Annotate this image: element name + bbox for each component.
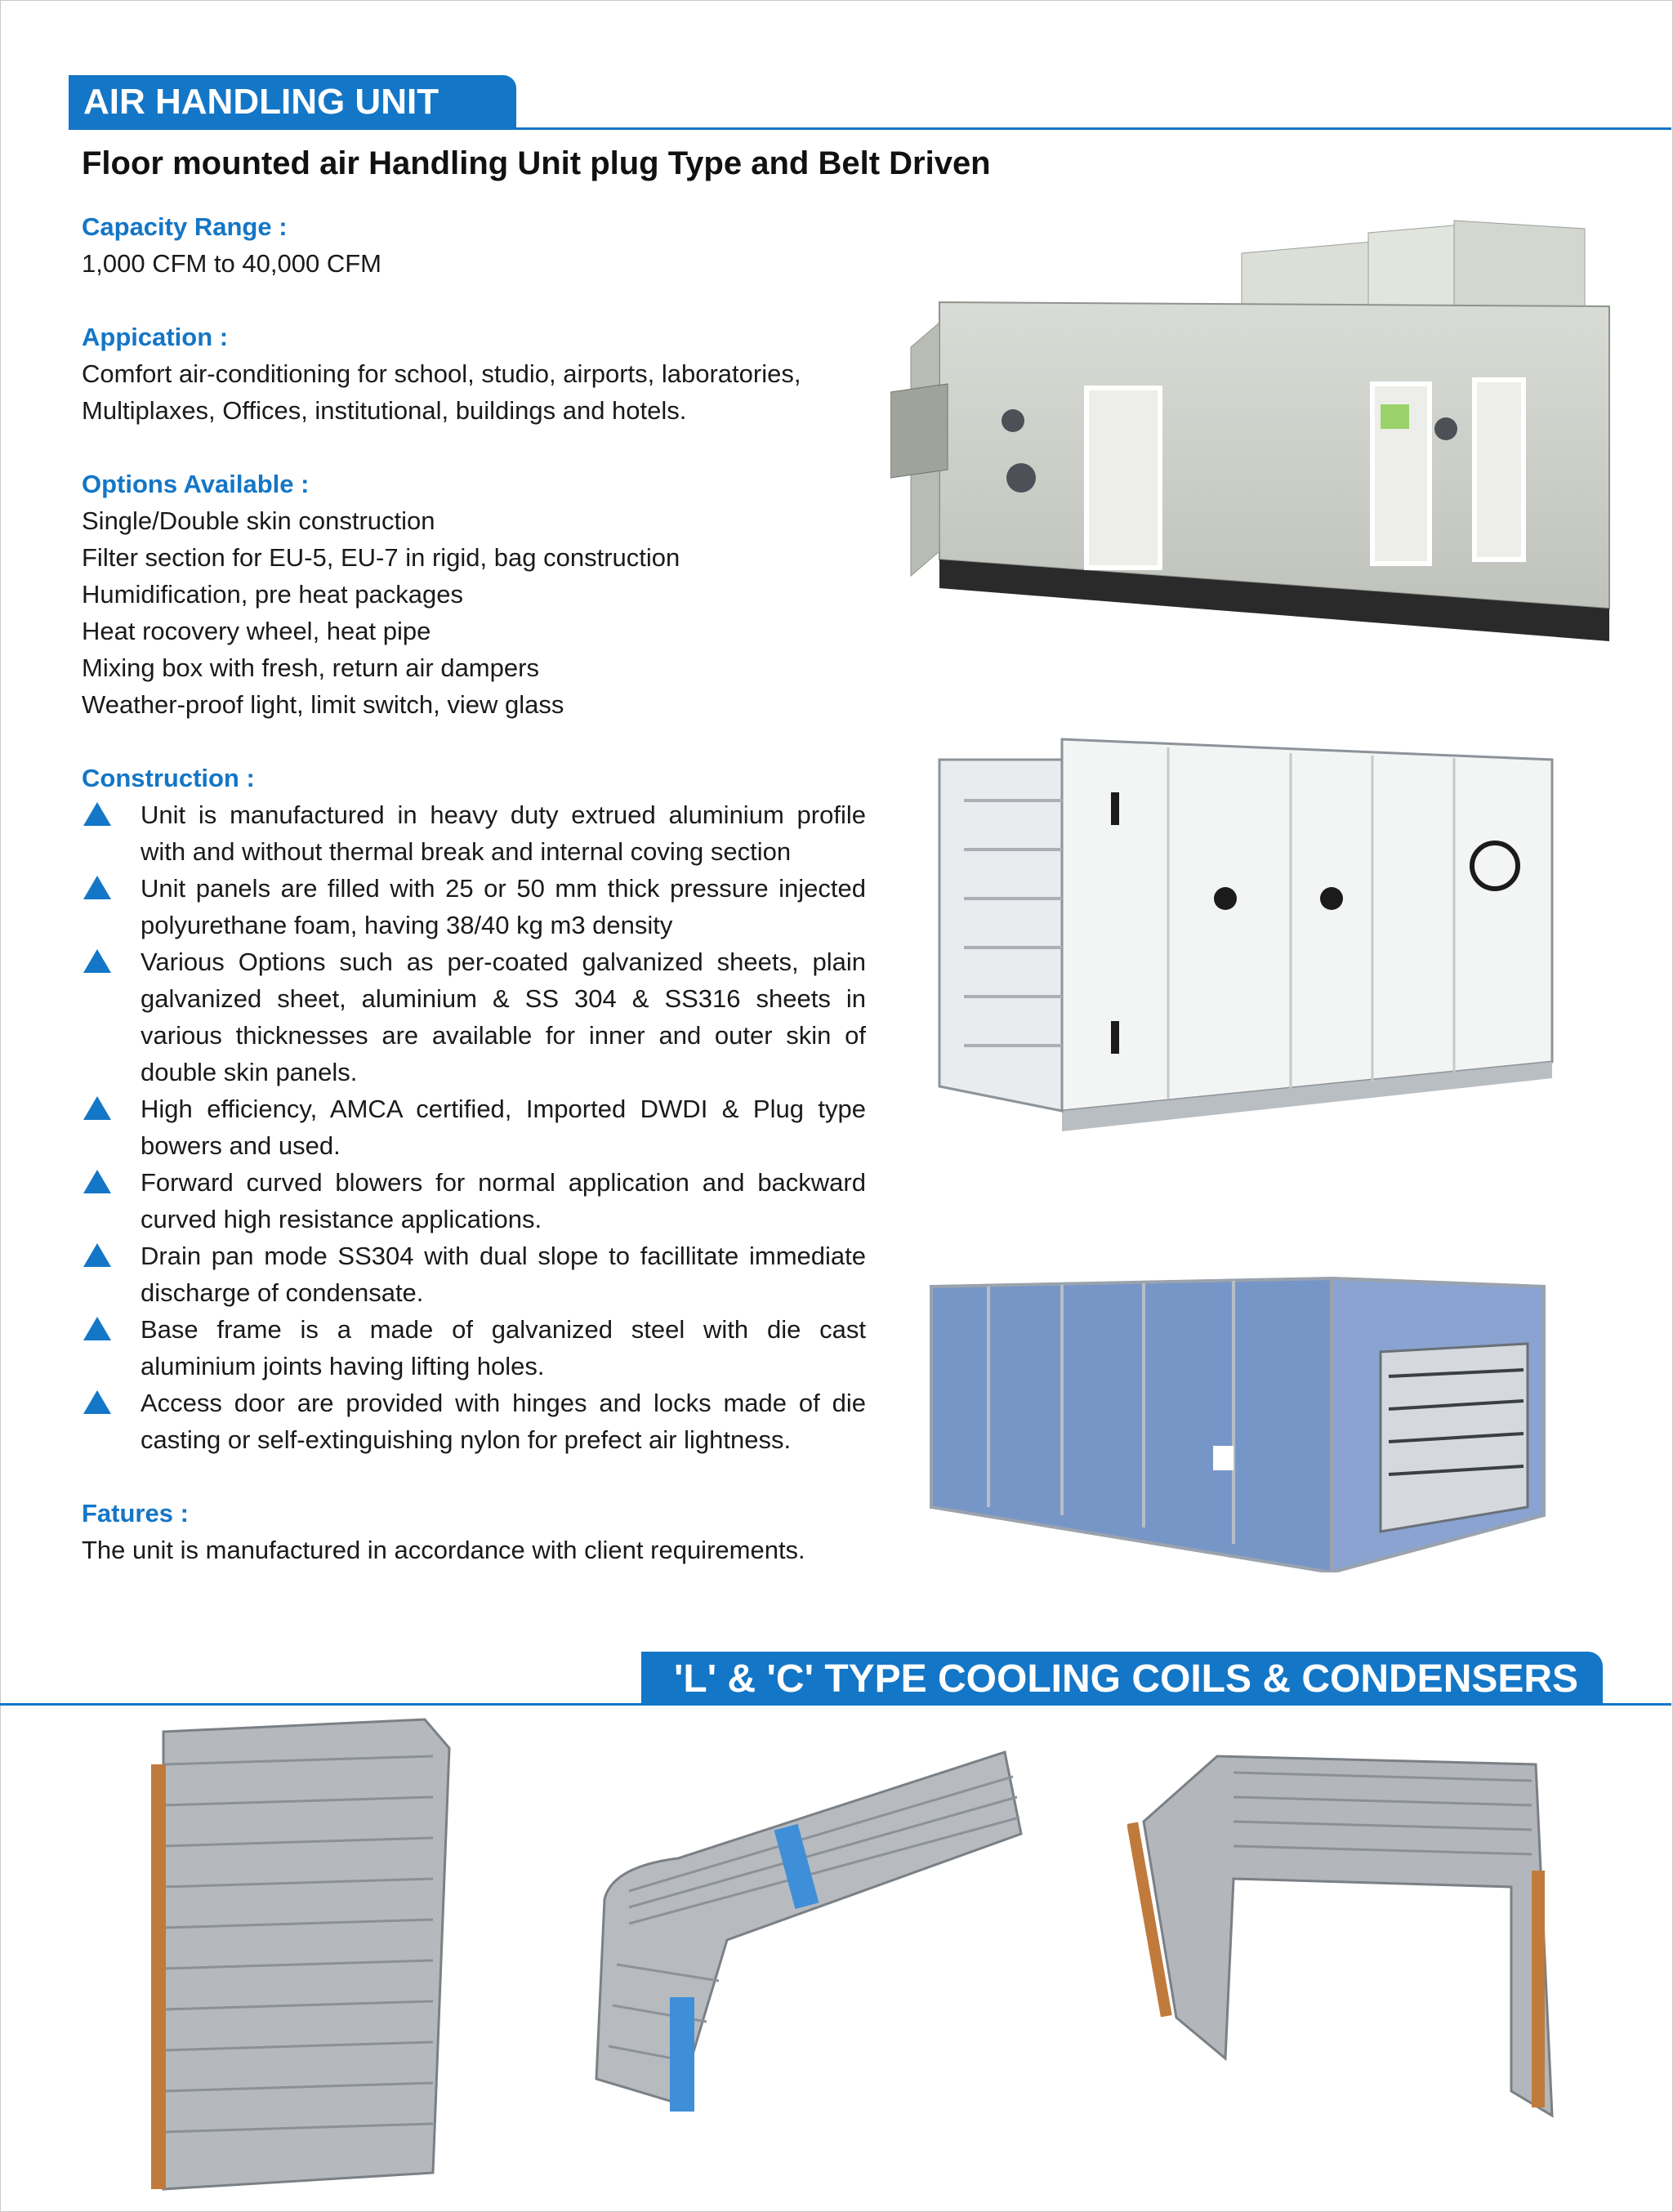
triangle-bullet-icon bbox=[83, 1096, 111, 1120]
construction-item bbox=[82, 943, 866, 1090]
construction-item bbox=[82, 1311, 866, 1385]
construction-list bbox=[82, 796, 866, 1458]
construction-item bbox=[82, 1164, 866, 1238]
construction-item-text: Access door are provided with hinges and locks made of die casting or self-extinguishing nylon for prefect air lightness. bbox=[141, 1389, 866, 1454]
ahu-white-unit-image bbox=[931, 735, 1568, 1135]
features-value: The unit is manufactured in accordance with client requirements. bbox=[82, 1536, 805, 1564]
construction-heading: Construction : bbox=[82, 764, 255, 792]
ahu-grey-unit-image bbox=[890, 216, 1626, 674]
triangle-bullet-icon bbox=[83, 949, 111, 973]
construction-item bbox=[82, 1238, 866, 1311]
construction-item-text: Various Options such as per-coated galvanized sheets, plain galvanized sheet, aluminium & SS 304 & SS316 sheets in various thicknesses are available for inner and outer skin of double skin panels. bbox=[141, 948, 866, 1086]
construction-item-text: High efficiency, AMCA certified, Imported DWDI & Plug type bowers and used. bbox=[141, 1095, 866, 1160]
banner-title-2: 'L' & 'C' TYPE COOLING COILS & CONDENSERS bbox=[674, 1657, 1579, 1701]
construction-item-text: Base frame is a made of galvanized steel with die cast aluminium joints having lifting holes. bbox=[141, 1315, 866, 1380]
construction-item-text: Forward curved blowers for normal application and backward curved high resistance applications. bbox=[141, 1168, 866, 1233]
construction-item-text: Unit panels are filled with 25 or 50 mm thick pressure injected polyurethane foam, having 38/40 kg m3 density bbox=[141, 874, 866, 939]
construction-item bbox=[82, 870, 866, 943]
option-item: Weather-proof light, limit switch, view glass bbox=[82, 690, 564, 719]
construction-item bbox=[82, 796, 866, 870]
options-block bbox=[82, 466, 866, 723]
construction-item-text: Drain pan mode SS304 with dual slope to facillitate immediate discharge of condensate. bbox=[141, 1242, 866, 1307]
section-banner-cooling-coils bbox=[641, 1652, 1603, 1706]
section-banner-air-handling-unit bbox=[69, 75, 516, 129]
options-heading: Options Available : bbox=[82, 470, 310, 498]
triangle-bullet-icon bbox=[83, 1390, 111, 1414]
construction-block bbox=[82, 760, 866, 1458]
capacity-block bbox=[82, 208, 866, 282]
features-heading: Fatures : bbox=[82, 1499, 189, 1527]
construction-item bbox=[82, 1385, 866, 1458]
construction-item bbox=[82, 1090, 866, 1164]
ahu-blue-unit-image bbox=[923, 1262, 1568, 1572]
capacity-heading: Capacity Range : bbox=[82, 212, 288, 241]
option-item: Humidification, pre heat packages bbox=[82, 580, 463, 609]
triangle-bullet-icon bbox=[83, 876, 111, 899]
option-item: Mixing box with fresh, return air dampers bbox=[82, 653, 539, 682]
triangle-bullet-icon bbox=[83, 1170, 111, 1193]
option-item: Heat rocovery wheel, heat pipe bbox=[82, 617, 431, 645]
triangle-bullet-icon bbox=[83, 1243, 111, 1267]
option-item: Filter section for EU-5, EU-7 in rigid, bag construction bbox=[82, 543, 680, 572]
coil-l-type-image bbox=[139, 1715, 482, 2205]
application-line: Comfort air-conditioning for school, studio, airports, laboratories, bbox=[82, 359, 801, 388]
triangle-bullet-icon bbox=[83, 802, 111, 826]
coil-u-type-image bbox=[1127, 1748, 1568, 2132]
banner-title: AIR HANDLING UNIT bbox=[83, 82, 439, 122]
spec-text-column bbox=[82, 208, 866, 1605]
triangle-bullet-icon bbox=[83, 1317, 111, 1340]
application-line: Multiplaxes, Offices, institutional, buildings and hotels. bbox=[82, 396, 687, 425]
features-block bbox=[82, 1495, 866, 1568]
coil-c-type-image bbox=[580, 1736, 1037, 2120]
capacity-value: 1,000 CFM to 40,000 CFM bbox=[82, 249, 381, 278]
banner-rule bbox=[69, 127, 1671, 130]
page-subtitle: Floor mounted air Handling Unit plug Type and Belt Driven bbox=[82, 145, 991, 181]
construction-item-text: Unit is manufactured in heavy duty extrued aluminium profile with and without thermal break and internal coving section bbox=[141, 801, 866, 866]
application-heading: Appication : bbox=[82, 323, 229, 351]
option-item: Single/Double skin construction bbox=[82, 506, 435, 535]
application-block bbox=[82, 319, 866, 429]
